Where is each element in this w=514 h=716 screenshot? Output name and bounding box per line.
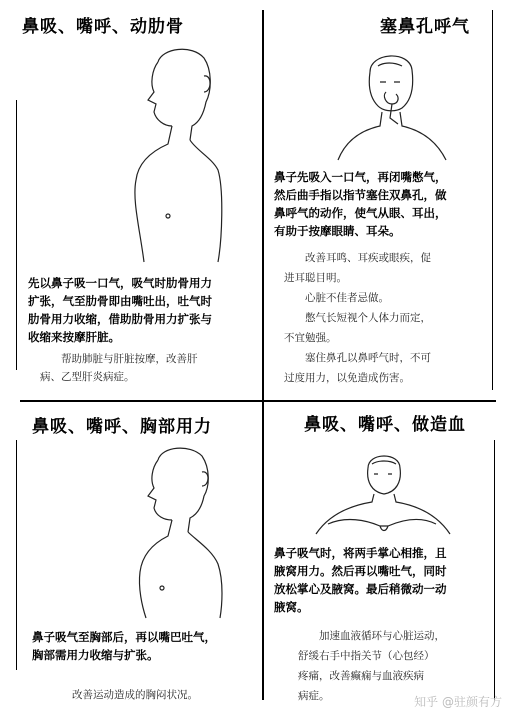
benefit-line: 进耳聪目明。	[284, 272, 347, 284]
instruction-line: 鼻子吸气时，将两手掌心相推，且	[274, 546, 447, 560]
instruction-line: 鼻呼气的动作，使气从眼、耳出，	[274, 206, 447, 220]
side-profile-illustration	[112, 440, 242, 620]
instruction-line: 腋窝。	[274, 600, 309, 614]
panel-nostril-block	[262, 0, 514, 400]
benefit-line: 塞住鼻孔以鼻呼气时，不可	[305, 352, 431, 364]
front-figure-illustration	[332, 42, 452, 162]
side-profile-illustration	[100, 40, 240, 265]
benefit-line: 病症。	[298, 690, 330, 702]
benefit-line: 心脏不佳者忌做。	[305, 292, 389, 304]
panel-benefits	[284, 248, 506, 388]
benefit-line: 憋气长短视个人体力而定，	[305, 312, 431, 324]
panel-instructions	[32, 628, 260, 664]
benefit-line: 病、乙型肝炎病症。	[40, 371, 135, 383]
benefit-line: 加速血液循环与心脏运动，	[319, 630, 445, 642]
panel-title: 塞鼻孔呼气	[380, 17, 470, 37]
instruction-line: 鼻子吸气至胸部后，再以嘴巴吐气，	[32, 630, 216, 644]
benefit-line: 疼痛，改善癫痫与血液疾病	[298, 670, 424, 682]
panel-benefits	[40, 350, 255, 386]
front-figure-palms-illustration	[306, 446, 456, 542]
benefit-line: 改善耳鸣、耳疾或眼疾，促	[305, 252, 431, 264]
panel-instructions	[28, 274, 260, 346]
panel-rib-breathing	[0, 0, 262, 400]
benefit-line: 过度用力，以免造成伤害。	[284, 372, 410, 384]
instruction-line: 收缩来按摩肝脏。	[28, 330, 120, 344]
panel-benefits	[72, 686, 260, 704]
panel-title: 鼻吸、嘴呼、做造血	[304, 415, 466, 435]
instruction-line: 肋骨用力收缩，借助肋骨用力扩张与	[28, 312, 212, 326]
source-watermark: 知乎 @驻颜有方	[414, 695, 502, 709]
instruction-line: 然后曲手指以指节塞住双鼻孔，做	[274, 188, 447, 202]
instruction-line: 先以鼻子吸一口气，吸气时肋骨用力	[28, 276, 212, 290]
panel-instructions	[274, 544, 508, 616]
panel-title: 鼻吸、嘴呼、胸部用力	[32, 417, 212, 437]
benefit-line: 不宜勉强。	[284, 332, 337, 344]
panel-blood-making	[262, 402, 514, 716]
instruction-line: 放松掌心及腋窝。最后稍微动一动	[274, 582, 447, 596]
panel-instructions	[274, 168, 506, 240]
instruction-line: 腋窝用力。然后再以嘴吐气，同时	[274, 564, 447, 578]
instruction-line: 鼻子先吸入一口气，再闭嘴憋气，	[274, 170, 447, 184]
instruction-line: 胸部需用力收缩与扩张。	[32, 648, 159, 662]
instruction-line: 扩张，气至肋骨即由嘴吐出，吐气时	[28, 294, 212, 308]
panel-chest-breathing	[0, 402, 262, 716]
instruction-line: 有助于按摩眼睛、耳朵。	[274, 224, 401, 238]
benefit-line: 改善运动造成的胸闷状况。	[72, 689, 198, 701]
benefit-line: 帮助肺脏与肝脏按摩，改善肝	[61, 353, 198, 365]
benefit-line: 舒缓右手中指关节（心包经）	[298, 650, 435, 662]
panel-title: 鼻吸、嘴呼、动肋骨	[22, 17, 184, 37]
